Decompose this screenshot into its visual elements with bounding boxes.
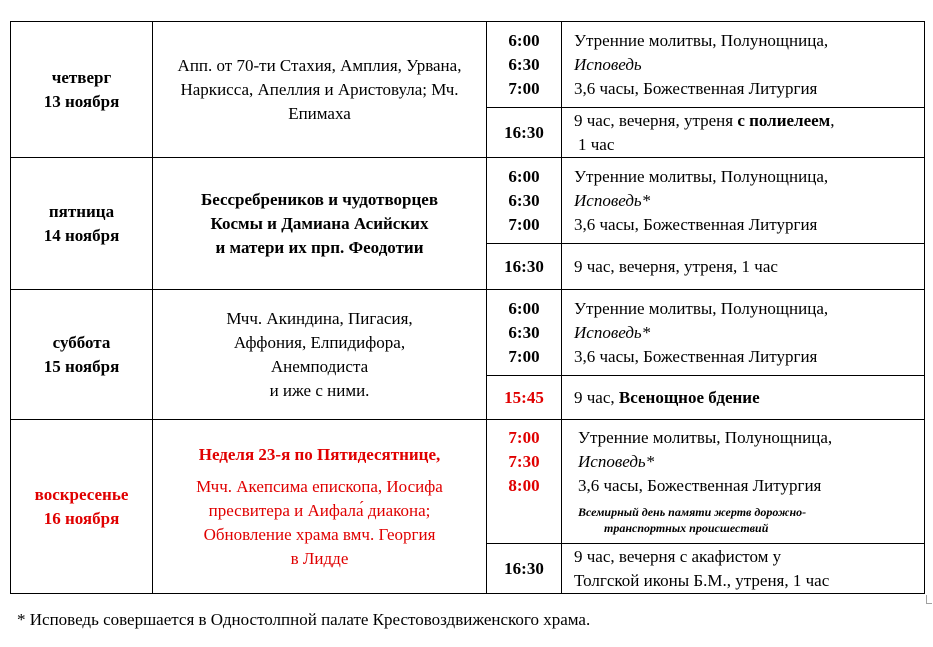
day-row-friday [11, 158, 925, 244]
feast-line: Анемподиста [270, 356, 369, 376]
time-label: 7:30 [508, 452, 540, 471]
date-label: 15 ноября [43, 356, 120, 376]
date-label: 13 ноября [43, 91, 120, 111]
day-row-sunday [11, 420, 925, 544]
evening-service-cell: 9 час, Всенощное бдение [562, 376, 925, 420]
confession-line: Исповедь* [574, 190, 651, 210]
feast-title: Неделя 23-я по Пятидесятнице, [198, 444, 441, 464]
service-line: Утренние молитвы, Полунощница, [578, 428, 833, 447]
time-label: 6:30 [508, 322, 540, 342]
feast-line: Мчч. Акиндина, Пигасия, [226, 308, 413, 328]
date-label: 16 ноября [43, 508, 120, 528]
time-label: 6:30 [508, 54, 540, 74]
footnote: * Исповедь совершается в Одностолпной палате Крестовоздвиженского храма. [17, 610, 591, 629]
evening-time-cell: 15:45 [487, 376, 562, 420]
feast-cell [153, 158, 487, 290]
date-label: 14 ноября [43, 225, 120, 245]
evening-service-cell [562, 544, 925, 594]
feast-line: Бессребреников и чудотворцев [200, 189, 439, 209]
service-line: 3,6 часы, Божественная Литургия [574, 78, 818, 98]
evening-service-cell [562, 108, 925, 158]
time-label: 6:00 [508, 30, 540, 50]
table-end-marker-icon [926, 595, 932, 604]
time-label: 6:00 [508, 298, 540, 318]
feast-line: и иже с ними. [269, 380, 370, 400]
time-label: 8:00 [508, 476, 540, 495]
morning-times-cell [487, 420, 562, 544]
morning-services-cell [562, 420, 925, 544]
day-row-thursday [11, 22, 925, 108]
feast-line: в Лидде [290, 548, 349, 568]
confession-line: Исповедь* [578, 452, 655, 471]
service-line: 9 час, вечерня с акафистом у [574, 546, 782, 566]
day-cell [11, 290, 153, 420]
service-line: 3,6 часы, Божественная Литургия [574, 346, 818, 366]
weekday-label: воскресенье [34, 484, 129, 504]
time-label: 7:00 [508, 78, 540, 98]
service-line: 3,6 часы, Божественная Литургия [574, 214, 818, 234]
evening-service-cell: 9 час, вечерня, утреня, 1 час [562, 244, 925, 290]
day-cell [11, 22, 153, 158]
time-label: 7:00 [508, 214, 540, 234]
time-label: 7:00 [508, 428, 540, 447]
feast-line: Обновление храма вмч. Георгия [203, 524, 436, 544]
feast-cell: Апп. от 70-ти Стахия, Амплия, Урвана, Наркисса, Апеллия и Аристовула; Мч. Епимаха [153, 22, 487, 158]
morning-services-cell [562, 22, 925, 108]
service-line: Толгской иконы Б.М., утреня, 1 час [574, 570, 830, 590]
feast-cell [153, 290, 487, 420]
feast-line: пресвитера и Аифала́ диакона; [208, 500, 431, 520]
confession-line: Исповедь* [574, 322, 651, 342]
feast-line: и матери их прп. Феодотии [215, 237, 424, 257]
day-row-saturday [11, 290, 925, 376]
feast-cell [153, 420, 487, 594]
morning-times-cell [487, 158, 562, 244]
schedule-table [10, 21, 925, 594]
feast-line: Аффония, Елпидифора, [233, 332, 406, 352]
day-cell [11, 158, 153, 290]
evening-time-cell: 16:30 [487, 108, 562, 158]
service-line: Утренние молитвы, Полунощница, [574, 166, 829, 186]
feast-line: Мчч. Акепсима епископа, Иосифа [196, 476, 443, 496]
polyeleos-label: с полиелеем [737, 110, 831, 130]
time-label: 6:30 [508, 190, 540, 210]
weekday-label: четверг [51, 67, 112, 87]
confession-line: Исповедь [574, 54, 642, 74]
service-line: 9 час, вечерня, утреня с полиелеем, [574, 110, 835, 130]
morning-times-cell [487, 290, 562, 376]
service-line: Утренние молитвы, Полунощница, [574, 298, 829, 318]
service-line: 1 час [578, 134, 615, 154]
morning-services-cell [562, 290, 925, 376]
service-line: Утренние молитвы, Полунощница, [574, 30, 829, 50]
day-cell [11, 420, 153, 594]
service-line: 3,6 часы, Божественная Литургия [578, 476, 822, 495]
weekday-label: суббота [52, 332, 111, 352]
morning-times-cell [487, 22, 562, 108]
morning-services-cell [562, 158, 925, 244]
evening-time-cell: 16:30 [487, 544, 562, 594]
weekday-label: пятница [48, 201, 115, 221]
memorial-note: Всемирный день памяти жертв дорожно- транспортных происшествий [578, 505, 807, 535]
feast-line: Космы и Дамиана Асийских [210, 213, 429, 233]
time-label: 7:00 [508, 346, 540, 366]
evening-time-cell: 16:30 [487, 244, 562, 290]
time-label: 6:00 [508, 166, 540, 186]
vigil-label: Всенощное бдение [618, 387, 760, 407]
